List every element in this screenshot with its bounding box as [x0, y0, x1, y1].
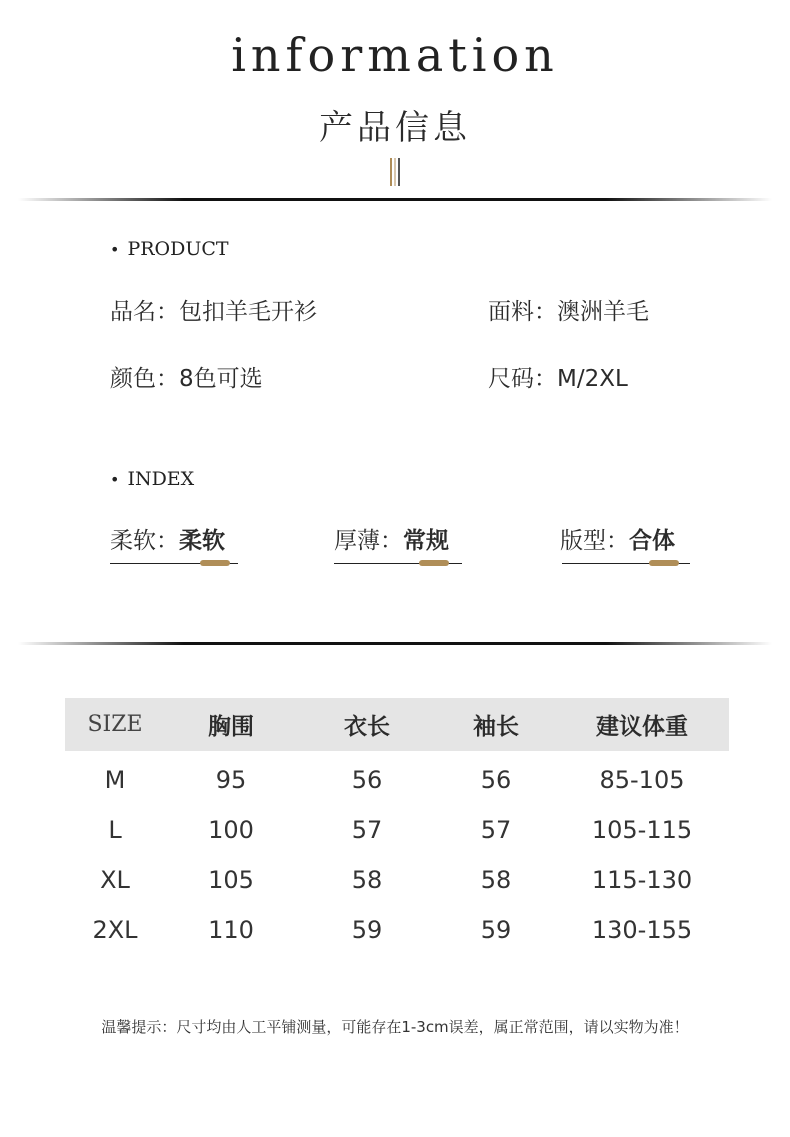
table-cell: 59	[351, 916, 383, 944]
table-cell: 58	[480, 866, 512, 894]
index-heading-text: INDEX	[127, 468, 195, 490]
length-column-header: 衣长	[344, 714, 390, 740]
table-cell: L	[108, 816, 122, 844]
index-label: 厚薄：	[334, 528, 403, 554]
middle-divider	[18, 642, 772, 645]
table-cell: M	[104, 766, 126, 794]
weight-column-header: 建议体重	[596, 714, 688, 740]
table-cell: 100	[208, 816, 254, 844]
title-chinese: 产品信息	[319, 108, 471, 148]
chest-column-header: 胸围	[208, 714, 254, 740]
table-cell: 105	[208, 866, 254, 894]
product-size-value: M/2XL	[557, 366, 628, 392]
table-cell: 57	[480, 816, 512, 844]
product-color-row	[110, 360, 263, 393]
table-cell: 110	[208, 916, 254, 944]
product-heading-text: PRODUCT	[127, 238, 229, 260]
table-cell: XL	[100, 866, 130, 894]
product-size-row	[488, 360, 628, 393]
bullet-icon: •	[110, 240, 120, 259]
index-value: 合体	[629, 528, 675, 554]
product-name-row	[110, 293, 317, 326]
table-cell: 105-115	[591, 816, 693, 844]
title-english: information	[231, 28, 559, 82]
index-item-softness	[110, 522, 225, 555]
product-name-value: 包扣羊毛开衫	[179, 299, 317, 325]
product-size-label: 尺码：	[488, 366, 557, 392]
table-cell: 115-130	[591, 866, 693, 894]
fit-scale-marker	[649, 560, 679, 566]
table-row	[65, 751, 729, 805]
index-item-thickness	[334, 522, 449, 555]
table-cell: 56	[351, 766, 383, 794]
table-row	[65, 855, 729, 905]
size-table-header-row	[65, 698, 729, 751]
table-row	[65, 805, 729, 855]
sleeve-column-header: 袖长	[473, 714, 519, 740]
decor-lines-icon	[388, 158, 404, 186]
table-row	[65, 905, 729, 955]
table-cell: 57	[351, 816, 383, 844]
table-cell: 85-105	[599, 766, 685, 794]
index-value: 常规	[403, 528, 449, 554]
index-label: 版型：	[560, 528, 629, 554]
index-label: 柔软：	[110, 528, 179, 554]
table-cell: 130-155	[591, 916, 693, 944]
product-heading	[110, 238, 229, 260]
table-cell: 95	[215, 766, 247, 794]
thickness-scale-marker	[419, 560, 449, 566]
table-cell: 56	[480, 766, 512, 794]
table-cell: 58	[351, 866, 383, 894]
bullet-icon: •	[110, 470, 120, 489]
table-cell: 59	[480, 916, 512, 944]
index-heading	[110, 468, 194, 490]
index-item-fit	[560, 522, 675, 555]
softness-scale-marker	[200, 560, 230, 566]
product-fabric-label: 面料：	[488, 299, 557, 325]
table-cell: 2XL	[92, 916, 138, 944]
product-color-label: 颜色：	[110, 366, 179, 392]
product-color-value: 8色可选	[179, 366, 263, 392]
size-column-header: SIZE	[87, 712, 143, 737]
index-value: 柔软	[179, 528, 225, 554]
size-table	[65, 698, 729, 955]
product-fabric-value: 澳洲羊毛	[557, 299, 649, 325]
product-fabric-row	[488, 293, 649, 326]
measurement-note: 温馨提示：尺寸均由人工平铺测量，可能存在1-3cm误差，属正常范围，请以实物为准！	[101, 1018, 689, 1036]
top-divider	[18, 198, 772, 201]
product-name-label: 品名：	[110, 299, 179, 325]
